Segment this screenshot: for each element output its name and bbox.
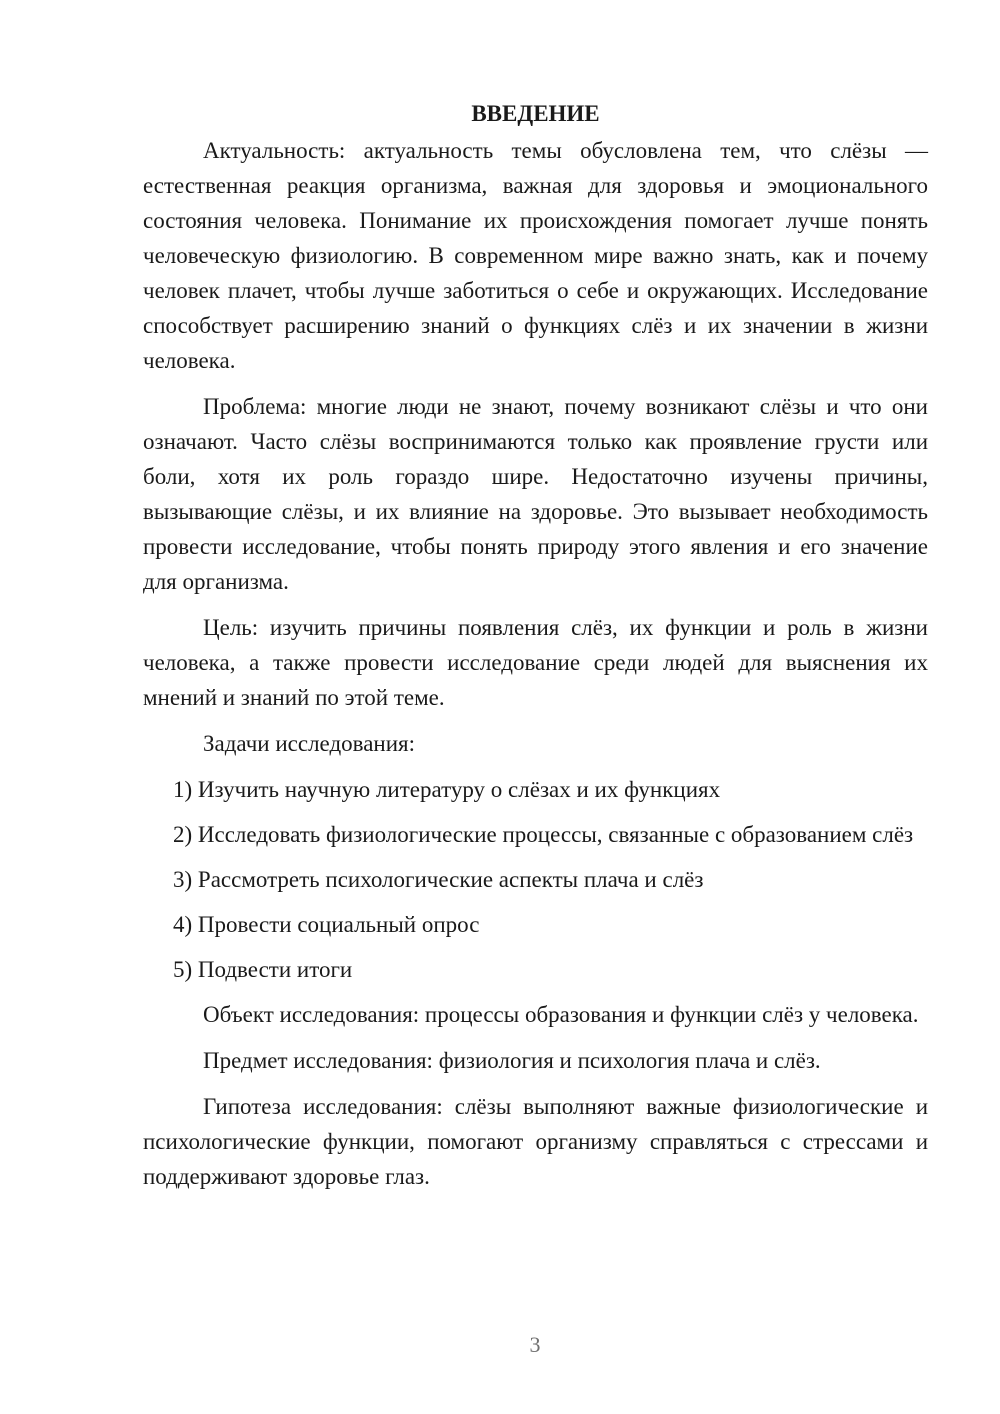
task-item: 2) Исследовать физиологические процессы, связанные с образованием слёз bbox=[173, 822, 914, 847]
page-title: ВВЕДЕНИЕ bbox=[471, 101, 600, 126]
task-item: 4) Провести социальный опрос bbox=[173, 912, 480, 937]
goal-paragraph: Цель: изучить причины появления слёз, их функции и роль в жизни человека, а также провести исследование среди людей для выяснения их мнений и знаний по этой теме. bbox=[143, 615, 928, 710]
task-item: 1) Изучить научную литературу о слёзах и их функциях bbox=[173, 777, 721, 802]
task-item: 5) Подвести итоги bbox=[173, 957, 353, 982]
task-item: 3) Рассмотреть психологические аспекты плача и слёз bbox=[173, 867, 704, 892]
tasks-heading: Задачи исследования: bbox=[203, 731, 416, 756]
problem-paragraph: Проблема: многие люди не знают, почему возникают слёзы и что они означают. Часто слёзы воспринимаются только как проявление грусти или боли, хотя их роль гораздо шире. Недостаточно изучены причины, вызывающие слёзы, и их влияние на здоровье. Это вызывает необходимость провести исследование, чтобы понять природу этого явления и его значение для организма. bbox=[143, 394, 928, 594]
relevance-paragraph: Актуальность: актуальность темы обусловлена тем, что слёзы — естественная реакция организма, важная для здоровья и эмоционального состояния человека. Понимание их происхождения помогает лучше понять человеческую физиологию. В современном мире важно знать, как и почему человек плачет, чтобы лучше заботиться о себе и окружающих. Исследование способствует расширению знаний о функциях слёз и их значении в жизни человека. bbox=[143, 138, 928, 373]
page-number: 3 bbox=[529, 1332, 541, 1357]
subject-paragraph: Предмет исследования: физиология и психология плача и слёз. bbox=[203, 1048, 821, 1073]
hypothesis-paragraph: Гипотеза исследования: слёзы выполняют важные физиологические и психологические функции, помогают организму справляться с стрессами и поддерживают здоровье глаз. bbox=[143, 1094, 928, 1189]
object-paragraph: Объект исследования: процессы образования и функции слёз у человека. bbox=[203, 1002, 919, 1027]
